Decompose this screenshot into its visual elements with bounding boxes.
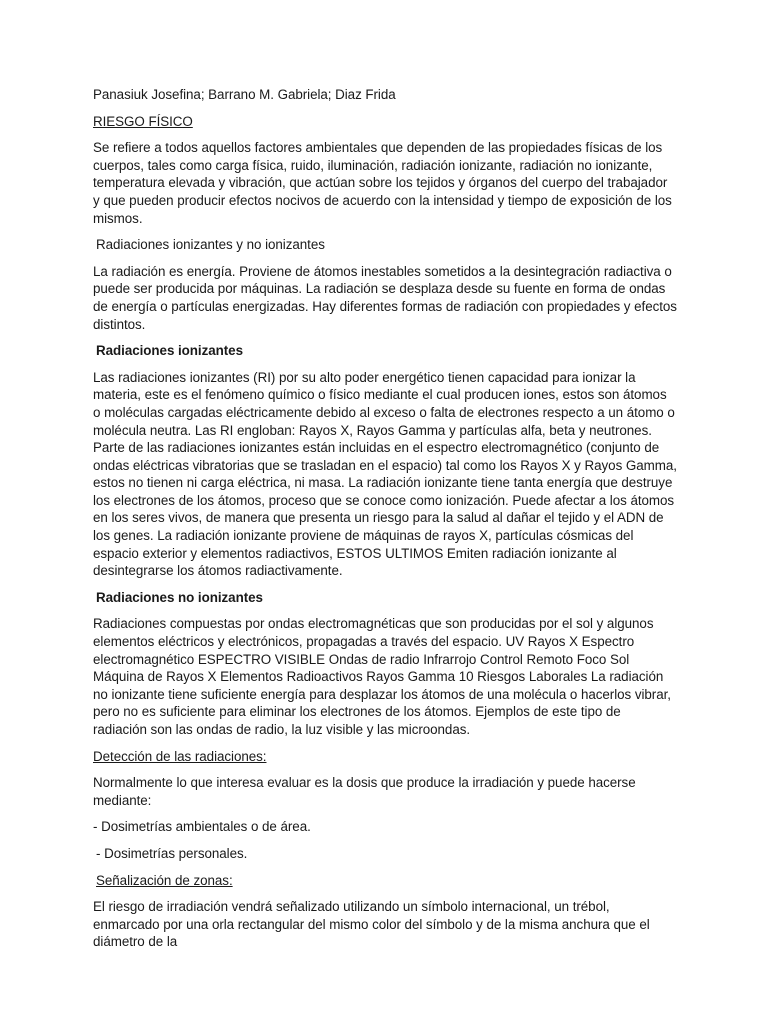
detection-paragraph: Normalmente lo que interesa evaluar es la dosis que produce la irradiación y puede hacerse mediante: xyxy=(93,775,636,808)
authors-line: Panasiuk Josefina; Barrano M. Gabriela; Diaz Frida xyxy=(93,87,396,102)
subheading-no-ionizantes: Radiaciones no ionizantes xyxy=(96,589,263,605)
subheading-ionizantes: Radiaciones ionizantes xyxy=(96,343,243,359)
signage-paragraph: El riesgo de irradiación vendrá señalizado utilizando un símbolo internacional, un trébol, enmarcado por una orla rectangular del mismo color del símbolo y de la misma anchura que el diámetro de la xyxy=(93,899,650,950)
subheading-senalizacion: Señalización de zonas: xyxy=(96,872,233,888)
list-item-ambientales: - Dosimetrías ambientales o de área. xyxy=(93,819,311,835)
list-item-personales: - Dosimetrías personales. xyxy=(96,845,248,861)
ionizing-paragraph: Las radiaciones ionizantes (RI) por su alto poder energético tienen capacidad para ionizar la materia, este es el fenómeno químico o físico mediante el cual producen iones, estos son átomos o moléculas cargadas eléctricamente debido al exceso o falta de electrones respecto a un átomo o molécula neutra. Las RI engloban: Rayos X, Rayos Gamma y partículas alfa, beta y neutrones. Parte de las radiaciones ionizantes están incluidas en el espectro electromagnético (conjunto de ondas eléctricas vibratorias que se trasladan en el espacio) tal como los Rayos X y Rayos Gamma, estos no tienen ni carga eléctrica, ni masa. La radiación ionizante tiene tanta energía que destruye los electrones de los átomos, proceso que se conoce como ionización. Puede afectar a los átomos en los seres vivos, de manera que presenta un riesgo para la salud al dañar el tejido y el ADN de los genes. La radiación ionizante proviene de máquinas de rayos X, partículas cósmicas del espacio exterior y elementos radiactivos, ESTOS ULTIMOS Emiten radiación ionizante al desintegrarse los átomos radiactivamente. xyxy=(93,369,677,579)
intro-paragraph: Se refiere a todos aquellos factores ambientales que dependen de las propiedades físicas de los cuerpos, tales como carga física, ruido, iluminación, radiación ionizante, radiación no ionizante, temperatura elevada y vibración, que actúan sobre los tejidos y órganos del cuerpo del trabajador y que pueden producir efectos nocivos de acuerdo con la intensidad y tiempo de exposición de los mismos. xyxy=(93,140,672,226)
document-page xyxy=(93,86,677,960)
heading-riesgo-fisico: RIESGO FÍSICO xyxy=(93,113,193,129)
radiation-paragraph: La radiación es energía. Proviene de átomos inestables sometidos a la desintegración radiactiva o puede ser producida por máquinas. La radiación se desplaza desde su fuente en forma de ondas de energía o partículas energizadas. Hay diferentes formas de radiación con propiedades y efectos distintos. xyxy=(93,263,677,332)
subheading-deteccion: Detección de las radiaciones: xyxy=(93,748,267,764)
non-ionizing-paragraph: Radiaciones compuestas por ondas electromagnéticas que son producidas por el sol y algunos elementos eléctricos y electrónicos, propagadas a través del espacio. UV Rayos X Espectro electromagnético ESPECTRO VISIBLE Ondas de radio Infrarrojo Control Remoto Foco Sol Máquina de Rayos X Elementos Radioactivos Rayos Gamma 10 Riesgos Laborales La radiación no ionizante tiene suficiente energía para desplazar los átomos de una molécula o hacerlos vibrar, pero no es suficiente para eliminar los electrones de los átomos. Ejemplos de este tipo de radiación son las ondas de radio, la luz visible y las microondas. xyxy=(93,616,671,737)
subheading-radiaciones: Radiaciones ionizantes y no ionizantes xyxy=(96,237,325,253)
